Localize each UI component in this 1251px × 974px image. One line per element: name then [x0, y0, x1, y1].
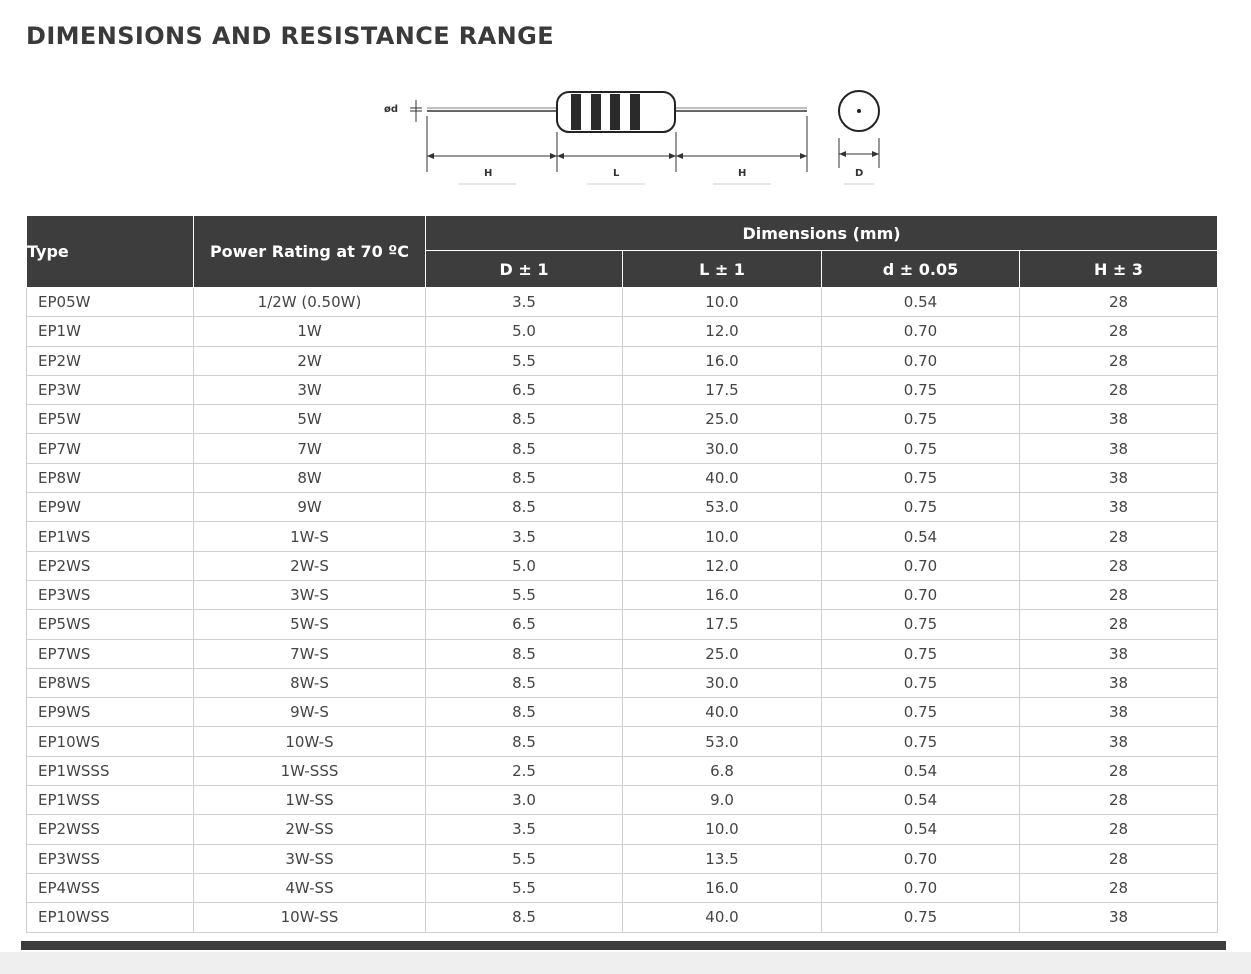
table-cell: 28	[1020, 375, 1218, 404]
table-row	[27, 756, 1218, 785]
table-cell: 0.75	[822, 698, 1020, 727]
page-title: DIMENSIONS AND RESISTANCE RANGE	[26, 22, 555, 50]
dimensions-table	[26, 215, 1218, 933]
table-cell: 8.5	[426, 639, 623, 668]
table-cell: 30.0	[623, 434, 822, 463]
table-cell: 3W-SS	[194, 844, 426, 873]
table-cell: 2W	[194, 346, 426, 375]
table-cell: 8.5	[426, 493, 623, 522]
table-row	[27, 434, 1218, 463]
table-cell: EP1W	[27, 317, 194, 346]
table-cell: 12.0	[623, 551, 822, 580]
diagram-label-d: ød	[384, 104, 399, 115]
table-cell: 28	[1020, 317, 1218, 346]
table-row	[27, 317, 1218, 346]
table-cell: 10.0	[623, 288, 822, 317]
table-cell: 28	[1020, 610, 1218, 639]
table-cell: 25.0	[623, 639, 822, 668]
table-cell: 3W-S	[194, 580, 426, 609]
table-cell: 0.75	[822, 405, 1020, 434]
table-cell: EP7W	[27, 434, 194, 463]
table-cell: EP5W	[27, 405, 194, 434]
header-d: d ± 0.05	[822, 251, 1020, 288]
table-cell: 38	[1020, 903, 1218, 932]
table-cell: 2W-SS	[194, 815, 426, 844]
diagram-label-h-right: H	[738, 168, 747, 179]
table-cell: 5.5	[426, 873, 623, 902]
table-cell: 5.5	[426, 346, 623, 375]
table-cell: 0.70	[822, 551, 1020, 580]
table-cell: 5W-S	[194, 610, 426, 639]
table-cell: 6.8	[623, 756, 822, 785]
table-cell: 28	[1020, 873, 1218, 902]
table-cell: 10.0	[623, 522, 822, 551]
table-cell: 28	[1020, 346, 1218, 375]
table-row	[27, 668, 1218, 697]
table-cell: 16.0	[623, 580, 822, 609]
table-cell: 53.0	[623, 493, 822, 522]
table-cell: 1W-S	[194, 522, 426, 551]
table-cell: 5.5	[426, 844, 623, 873]
header-type: Type	[27, 216, 194, 288]
table-cell: 0.75	[822, 375, 1020, 404]
table-cell: 12.0	[623, 317, 822, 346]
table-cell: 17.5	[623, 375, 822, 404]
table-cell: EP9WS	[27, 698, 194, 727]
table-cell: 1/2W (0.50W)	[194, 288, 426, 317]
table-cell: EP3WS	[27, 580, 194, 609]
table-cell: EP2W	[27, 346, 194, 375]
resistor-dimension-diagram	[370, 80, 890, 200]
table-cell: 9.0	[623, 786, 822, 815]
table-cell: 10.0	[623, 815, 822, 844]
table-row	[27, 375, 1218, 404]
table-cell: 38	[1020, 727, 1218, 756]
table-cell: EP8WS	[27, 668, 194, 697]
table-cell: EP7WS	[27, 639, 194, 668]
table-cell: 13.5	[623, 844, 822, 873]
table-row	[27, 815, 1218, 844]
table-cell: 8.5	[426, 668, 623, 697]
table-row	[27, 698, 1218, 727]
table-cell: 0.54	[822, 522, 1020, 551]
table-row	[27, 873, 1218, 902]
table-cell: 28	[1020, 756, 1218, 785]
table-row	[27, 903, 1218, 932]
table-body	[27, 288, 1218, 933]
table-cell: 0.75	[822, 463, 1020, 492]
table-cell: 25.0	[623, 405, 822, 434]
table-row	[27, 522, 1218, 551]
table-cell: 38	[1020, 698, 1218, 727]
table-cell: 28	[1020, 551, 1218, 580]
table-cell: 0.70	[822, 346, 1020, 375]
diagram-label-D: D	[855, 168, 864, 179]
table-row	[27, 463, 1218, 492]
table-cell: 28	[1020, 844, 1218, 873]
table-cell: 0.54	[822, 786, 1020, 815]
table-cell: 0.75	[822, 727, 1020, 756]
table-row	[27, 405, 1218, 434]
table-cell: 28	[1020, 815, 1218, 844]
table-cell: EP3W	[27, 375, 194, 404]
table-cell: 0.75	[822, 903, 1020, 932]
table-cell: 28	[1020, 580, 1218, 609]
table-cell: 10W-SS	[194, 903, 426, 932]
table-cell: 1W	[194, 317, 426, 346]
table-cell: EP8W	[27, 463, 194, 492]
table-cell: 0.75	[822, 639, 1020, 668]
table-row	[27, 551, 1218, 580]
header-D: D ± 1	[426, 251, 623, 288]
table-cell: 8.5	[426, 727, 623, 756]
table-cell: 8.5	[426, 434, 623, 463]
table-cell: 30.0	[623, 668, 822, 697]
table-cell: 2W-S	[194, 551, 426, 580]
table-cell: 8W-S	[194, 668, 426, 697]
table-cell: 38	[1020, 463, 1218, 492]
table-cell: 40.0	[623, 463, 822, 492]
table-cell: 3.5	[426, 288, 623, 317]
table-cell: 0.70	[822, 844, 1020, 873]
table-cell: 5W	[194, 405, 426, 434]
table-cell: 0.70	[822, 580, 1020, 609]
table-row	[27, 610, 1218, 639]
table-cell: 8.5	[426, 698, 623, 727]
table-row	[27, 727, 1218, 756]
header-L: L ± 1	[623, 251, 822, 288]
table-cell: 0.54	[822, 815, 1020, 844]
header-H: H ± 3	[1020, 251, 1218, 288]
table-cell: EP4WSS	[27, 873, 194, 902]
table-row	[27, 288, 1218, 317]
table-cell: 8W	[194, 463, 426, 492]
table-cell: 28	[1020, 288, 1218, 317]
table-cell: 8.5	[426, 463, 623, 492]
table-cell: 0.75	[822, 493, 1020, 522]
table-cell: 40.0	[623, 698, 822, 727]
table-cell: 53.0	[623, 727, 822, 756]
header-power-rating: Power Rating at 70 ºC	[194, 216, 426, 288]
table-cell: 0.70	[822, 873, 1020, 902]
table-cell: EP1WS	[27, 522, 194, 551]
table-cell: 0.54	[822, 288, 1020, 317]
table-cell: EP05W	[27, 288, 194, 317]
table-cell: 0.70	[822, 317, 1020, 346]
table-cell: 8.5	[426, 405, 623, 434]
table-cell: 38	[1020, 434, 1218, 463]
table-cell: 4W-SS	[194, 873, 426, 902]
table-cell: 40.0	[623, 903, 822, 932]
table-cell: EP3WSS	[27, 844, 194, 873]
table-cell: 9W	[194, 493, 426, 522]
table-cell: 28	[1020, 786, 1218, 815]
table-cell: 3W	[194, 375, 426, 404]
table-cell: EP9W	[27, 493, 194, 522]
bottom-shade	[0, 952, 1251, 974]
table-cell: 38	[1020, 639, 1218, 668]
table-cell: 0.75	[822, 434, 1020, 463]
table-cell: EP5WS	[27, 610, 194, 639]
table-cell: 16.0	[623, 346, 822, 375]
diagram-label-l: L	[613, 168, 620, 179]
table-cell: 1W-SS	[194, 786, 426, 815]
table-cell: 10W-S	[194, 727, 426, 756]
table-cell: EP1WSS	[27, 786, 194, 815]
table-row	[27, 493, 1218, 522]
diagram-label-h-left: H	[484, 168, 493, 179]
table-cell: 3.0	[426, 786, 623, 815]
table-cell: 2.5	[426, 756, 623, 785]
table-row	[27, 786, 1218, 815]
table-cell: 7W	[194, 434, 426, 463]
table-row	[27, 346, 1218, 375]
table-cell: 28	[1020, 522, 1218, 551]
table-cell: 38	[1020, 493, 1218, 522]
table-cell: 5.0	[426, 551, 623, 580]
header-dimensions-group: Dimensions (mm)	[426, 216, 1218, 251]
table-cell: 0.75	[822, 668, 1020, 697]
table-cell: 3.5	[426, 815, 623, 844]
table-row	[27, 639, 1218, 668]
table-cell: 17.5	[623, 610, 822, 639]
table-cell: 1W-SSS	[194, 756, 426, 785]
table-cell: 5.5	[426, 580, 623, 609]
table-cell: EP10WSS	[27, 903, 194, 932]
table-cell: 6.5	[426, 610, 623, 639]
table-cell: 8.5	[426, 903, 623, 932]
table-cell: EP10WS	[27, 727, 194, 756]
table-cell: 3.5	[426, 522, 623, 551]
table-cell: 7W-S	[194, 639, 426, 668]
table-cell: EP2WS	[27, 551, 194, 580]
table-cell: 0.75	[822, 610, 1020, 639]
table-row	[27, 844, 1218, 873]
table-cell: EP1WSSS	[27, 756, 194, 785]
table-cell: 9W-S	[194, 698, 426, 727]
table-cell: 0.54	[822, 756, 1020, 785]
table-cell: 5.0	[426, 317, 623, 346]
table-cell: 16.0	[623, 873, 822, 902]
table-cell: 6.5	[426, 375, 623, 404]
table-cell: EP2WSS	[27, 815, 194, 844]
table-cell: 38	[1020, 405, 1218, 434]
table-row	[27, 580, 1218, 609]
footer-bar	[21, 941, 1226, 950]
table-cell: 38	[1020, 668, 1218, 697]
